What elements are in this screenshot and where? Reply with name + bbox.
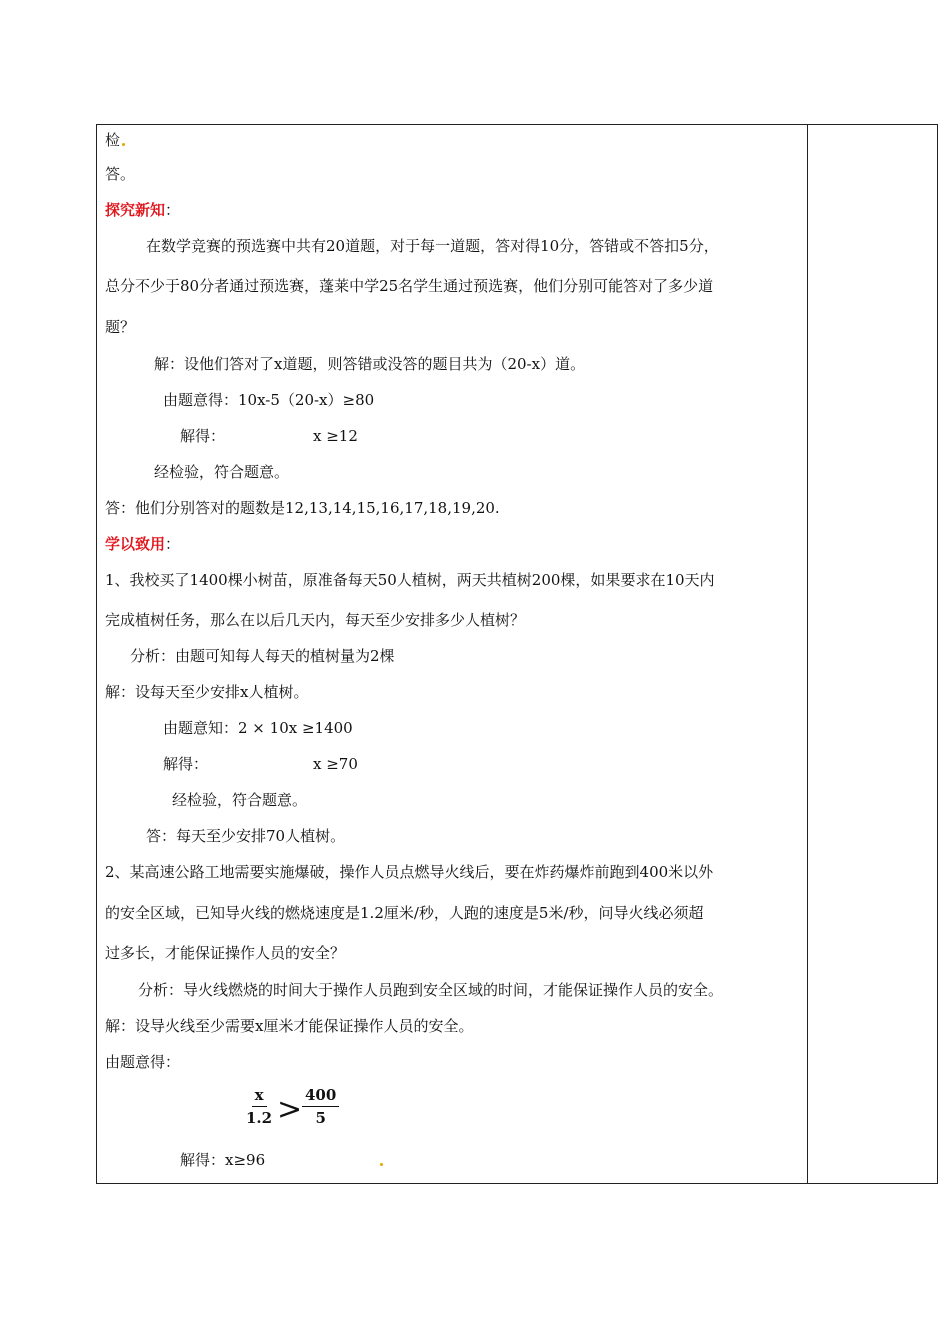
solution-line: 解：设每天至少安排x人植树。 (105, 683, 309, 701)
solve-result: x ≥70 (313, 755, 358, 773)
problem-text: 1、我校买了1400棵小树苗，原准备每天50人植树，两天共植树200棵，如果要求在10天内 (105, 571, 715, 589)
fraction-numerator: 400 (302, 1086, 339, 1107)
problem-text: 总分不少于80分者通过预选赛，蓬莱中学25名学生通过预选赛，他们分别可能答对了多少道 (105, 277, 714, 295)
check-line: 经检验，符合题意。 (172, 791, 308, 809)
problem-text: 的安全区域，已知导火线的燃烧速度是1.2厘米/秒，人跑的速度是5米/秒，问导火线必须超 (105, 904, 704, 922)
equation-line: 由题意知：2 × 10x ≥1400 (163, 719, 353, 737)
answer-line: 答：每天至少安排70人植树。 (146, 827, 346, 845)
equation-intro: 由题意得： (105, 1053, 181, 1071)
section-heading-explore: 探究新知： (105, 201, 181, 219)
text-line: 检 (105, 131, 121, 149)
fraction-denominator: 5 (315, 1109, 326, 1127)
fraction-left (246, 1086, 272, 1127)
problem-text: 在数学竞赛的预选赛中共有20道题，对于每一道题，答对得10分，答错或不答扣5分， (146, 237, 719, 255)
decorative-dot (380, 1163, 383, 1166)
analysis-line: 分析：导火线燃烧的时间大于操作人员跑到安全区域的时间，才能保证操作人员的安全。 (138, 981, 724, 999)
problem-text: 题？ (105, 318, 136, 336)
fraction-numerator: x (252, 1086, 267, 1107)
solve-label: 解得： (163, 755, 209, 773)
solve-result: x ≥12 (313, 427, 358, 445)
check-line: 经检验，符合题意。 (154, 463, 290, 481)
problem-text: 2、某高速公路工地需要实施爆破，操作人员点燃导火线后，要在炸药爆炸前跑到400米以外 (105, 863, 714, 881)
solve-result: 解得：x≥96 (180, 1151, 266, 1169)
analysis-line: 分析：由题可知每人每天的植树量为2棵 (130, 647, 395, 665)
fraction-right (302, 1086, 339, 1127)
problem-text: 过多长，才能保证操作人员的安全？ (105, 944, 346, 962)
problem-text: 完成植树任务，那么在以后几天内，每天至少安排多少人植树？ (105, 611, 526, 629)
solution-line: 解：设他们答对了x道题，则答错或没答的题目共为（20-x）道。 (154, 355, 586, 373)
column-divider (807, 125, 808, 1183)
greater-than-sign: > (277, 1092, 303, 1127)
answer-line: 答：他们分别答对的题数是12,13,14,15,16,17,18,19,20. (105, 499, 500, 517)
solution-line: 解：设导火线至少需要x厘米才能保证操作人员的安全。 (105, 1017, 474, 1035)
decorative-dot (122, 143, 125, 146)
text-line: 答。 (105, 165, 136, 183)
section-heading-apply: 学以致用： (105, 535, 181, 553)
fraction-denominator: 1.2 (246, 1109, 273, 1127)
equation-line: 由题意得：10x-5（20-x）≥80 (163, 391, 375, 409)
solve-label: 解得： (180, 427, 226, 445)
